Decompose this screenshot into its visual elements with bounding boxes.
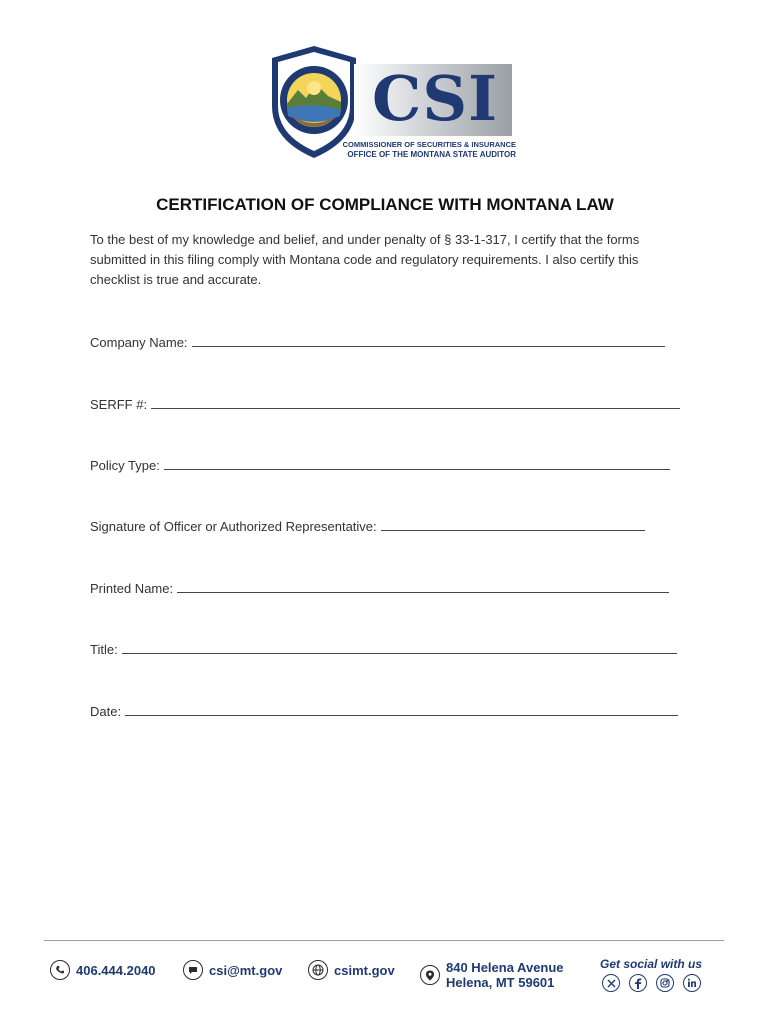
date-label: Date: [90,704,122,719]
printed-name-line[interactable] [177,580,669,593]
printed-name-field[interactable] [90,580,669,596]
street-address [446,960,564,990]
facebook-icon[interactable] [629,974,647,992]
policy-type-field[interactable] [90,457,670,473]
serff-field[interactable] [90,396,680,412]
address-line-1: 840 Helena Avenue [446,960,564,975]
location-pin-icon [420,965,440,985]
date-line[interactable] [125,703,678,716]
linkedin-icon[interactable] [683,974,701,992]
title-label: Title: [90,642,118,657]
logo-text: CSI [372,62,499,135]
logo-subtitle-agency: COMMISSIONER OF SECURITIES & INSURANCE [342,140,516,149]
date-field[interactable] [90,703,678,719]
serff-line[interactable] [151,396,680,409]
footer-phone[interactable] [50,960,156,980]
document-title: CERTIFICATION OF COMPLIANCE WITH MONTANA LAW [156,195,614,214]
signature-line[interactable] [381,518,645,531]
title-line[interactable] [122,641,677,654]
footer-divider [44,940,724,941]
website-url: csimt.gov [334,962,395,978]
instagram-icon[interactable] [656,974,674,992]
company-name-line[interactable] [192,334,665,347]
signature-label: Signature of Officer or Authorized Representative: [90,519,377,534]
social-links [602,974,701,992]
signature-field[interactable] [90,518,645,534]
logo-subtitle-office: OFFICE OF THE MONTANA STATE AUDITOR [347,150,516,159]
printed-name-label: Printed Name: [90,581,174,596]
email-address: csi@mt.gov [209,962,283,978]
globe-icon [308,960,328,980]
footer-email[interactable] [183,960,282,980]
phone-icon [50,960,70,980]
x-icon[interactable] [602,974,620,992]
certification-statement: To the best of my knowledge and belief, and under penalty of § 33-1-317, I certify that the forms submitted in this filing comply with Montana code and regulatory requirements. I also certify this checklist is true and accurate. [90,232,640,287]
company-name-label: Company Name: [90,335,188,350]
phone-number: 406.444.2040 [76,962,156,978]
policy-type-line[interactable] [164,457,670,470]
policy-type-label: Policy Type: [90,458,160,473]
footer-address [420,960,564,990]
email-icon [183,960,203,980]
csi-logo [268,44,518,162]
title-field[interactable] [90,641,677,657]
serff-label: SERFF #: [90,397,148,412]
company-name-field[interactable] [90,334,665,350]
footer-website[interactable] [308,960,395,980]
address-line-2: Helena, MT 59601 [446,975,555,990]
social-heading: Get social with us [600,957,703,971]
